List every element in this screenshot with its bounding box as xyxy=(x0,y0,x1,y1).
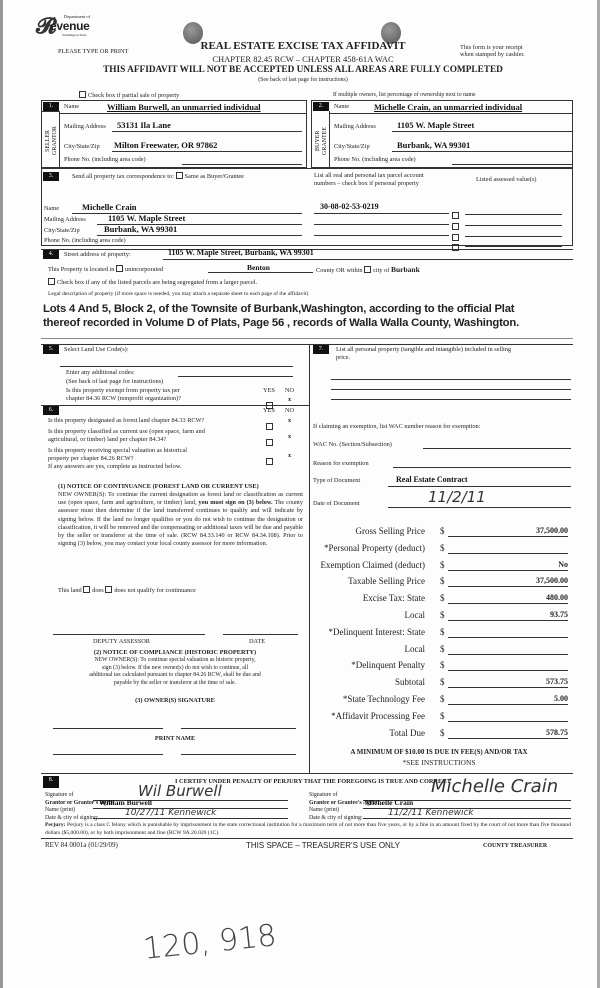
parcel-number: 30-08-02-53-0219 xyxy=(320,202,379,211)
form-title: REAL ESTATE EXCISE TAX AFFIDAVIT xyxy=(200,40,406,52)
affidavit-page: 𝓡 Department of evenue Washington State PLEASE TYPE OR PRINT REAL ESTATE EXCISE TAX AFFIDAVIT CHAPTER 82.45 RCW – CHAPTER 458-61A WAC This form is your receipt when stamped by cashier. THIS AFFIDAVIT WILL NOT BE ACCEPTED UNLESS ALL AREAS ARE FULLY COMPLETED (See back of last page for instructions) Check box if partial sale of property If multiple owners, list percentage of ownership next to name 1. SELLER GRANTOR Name William Burwell, an unmarried individual Mailing Address 53131 Ila Lane City/State/Zip Milton Freewater, OR 97862 Phone No. (including area code) 2. BUYER GRANTEE Name Michelle Crain, an unmarried individual Mailing Address 1105 W. Maple Street City/State/Zip Burbank, WA 99301 Phone No. (including area code) 3. Send all property tax correspondence to: Same as Buyer/Grantee List all real and personal tax parcel account numbers – check box if personal property Listed assessed value(s) Name Michelle Crain Mailing Address 1105 W. Maple Street City/State/Zip Burbank, WA 99301 Phone No. (including area code) 30-08-02-53-0219 4. Street address of property: 1105 W. Maple Street, Burbank, WA 99301 This Property is located in unincorporated Benton County OR within city of Burbank Check box if any of the listed parcels are being segregated from a larger parcel. Legal description of property (if more space is needed, you may attach a separate sheet to each page of the affidavit) Lots 4 And 5, Block 2, of the Townsite of Burbank,Washington, according to the official Plat thereof recorded in Volume D of Plats, Page 56 , records of Walla Walla County, Washington. 5. Select Land Use Code(s): Enter any additional codes: (See back of last page for instructions) Is this property exempt from property tax per chapter 84.36 RCW (nonprofit organization)? YES NO x 6. YES NO Is this property designated as forest land chapter 84.33 RCW? x Is this property classified as current use (open space, farm and agricultural, or timber) land per chapter 84.34? x Is this property receiving special valuation as historical property per chapter 84.26 RCW? If any answers are yes, complete as instructed below. x (1) NOTICE OF CONTINUANCE (FOREST LAND OR CURRENT USE) NEW OWNER(S): To continue the current designation as forest land or classification as current use (open space, farm and agriculture, or timber) land, you must sign on (3) below. The county assessor must then determine if the land transferred continues to qualify and will indicate by signing below. If the land no longer qualifies or you do not wish to continue the designation or classification, it will be removed and the compensating or additional taxes will be due and payable by the seller or transferor at the time of sale. (RCW 84.33.140 or RCW 84.34.108). Prior to signing (3) below, you may contact your local county assessor for more information. This land does does not qualify for continuance DEPUTY ASSESSOR DATE (2) NOTICE OF COMPLIANCE (HISTORIC PROPERTY) NEW OWNER(S): To continue special valuation as historic property, sign (3) below. If the new owner(s) do not wish to continue, all additional tax calculated pursuant to chapter 84.26 RCW, shall be due and payable by the seller or transferor at the time of sale. (3) OWNER(S) SIGNATURE PRINT NAME 7. List all personal property (tangible and intangible) included in selling price. If claiming an exemption, list WAC number reason for exemption: WAC No. (Section/Subsection) Reason for exemption Type of Document Real Estate Contract Date of Document 11/2/11 Gross Selling Price $ 37,500.00 *Personal Property (deduct) $ Exemption Claimed (deduct) $ No Taxable Selling Price $ 37,500.00 Excise Tax: State $ 480.00 Local $ 93.75 *Delinquent Interest: State $ Local $ *Delinquent Penalty $ Subtotal $ 573.75 *State Technology Fee $ 5.00 *Affidavit Processing Fee $ Total Due $ 578.75 A MINIMUM OF $10.00 IS DUE IN FEE(S) AND/OR TAX *SEE INSTRUCTIONS 8. I CERTIFY UNDER PENALTY OF PERJURY THAT THE FOREGOING IS TRUE AND CORRECT Signature of Grantor or Grantor's Agent Name (print) Date & city of signing: Wil Burwell William Burwell 10/27/11 Kennewick Signature of Grantee or Grantee's Agent Name (print) Date & city of signing: Michelle Crain Michelle Crain 11/2/11 Kennewick Perjury: Perjury is a class C felony which is punishable by imprisonment in the state correctional institution for a maximum term of not more than five years, or by a fine in an amount fixed by the court of not more than five thousand dollars ($5,000.00), or by both imprisonment and fine (RCW 9A.20.020 (1C). REV 84 0001a (01/29/09) THIS SPACE – TREASURER'S USE ONLY COUNTY TREASURER 120, 918 xyxy=(0,0,600,988)
tax-correspondence-section: 3. Send all property tax correspondence to: Same as Buyer/Grantee List all real and personal tax parcel account numbers – check box if personal property Listed assessed value(s) Name Michelle Crain Mailing Address 1105 W. Maple Street City/State/Zip Burbank, WA 99301 Phone No. (including area code) 30-08-02-53-0219 xyxy=(41,168,573,246)
currency-symbol: $ xyxy=(440,593,445,604)
financial-row-label: *Personal Property (deduct) xyxy=(324,542,425,553)
currency-symbol: $ xyxy=(440,610,445,620)
financial-row-value: 578.75 xyxy=(448,728,568,739)
grantor-signature[interactable]: Wil Burwell xyxy=(138,782,222,800)
financial-row-value: 37,500.00 xyxy=(448,526,568,537)
financial-row-label: *Delinquent Penalty xyxy=(351,660,425,671)
financial-row-value: 37,500.00 xyxy=(448,576,568,587)
grantor-date-city: 10/27/11 Kennewick xyxy=(125,808,217,818)
historic-notice: NEW OWNER(S): To continue special valuation as historic property, sign (3) below. If the new owner(s) do not wish to continue, all additional tax calculated pursuant to chapter 84.26 RCW, shall be due and payable by the seller or transferor at the time of sale. xyxy=(89,657,261,686)
forest-land-yes-checkbox[interactable] xyxy=(266,423,273,430)
currency-symbol: $ xyxy=(440,727,445,738)
please-type-note: PLEASE TYPE OR PRINT xyxy=(58,48,129,55)
financial-row-label: Local xyxy=(404,610,425,620)
financial-row-label: Excise Tax: State xyxy=(362,593,425,604)
currency-symbol: $ xyxy=(440,626,445,637)
buyer-name: Michelle Crain, an unmarried individual xyxy=(374,102,523,112)
financial-row-label: *State Technology Fee xyxy=(342,694,425,704)
seller-city: Milton Freewater, OR 97862 xyxy=(114,140,218,150)
financial-row-label: *Affidavit Processing Fee xyxy=(331,710,425,721)
financial-row-value: No xyxy=(448,560,568,571)
perjury-notice: Perjury: Perjury is a class C felony which is punishable by imprisonment in the state correctional institution for a maximum term of not more than five years, or by a fine in an amount fixed by the court of not more than five thousand dollars ($5,000.00), or by both imprisonment and fine (RCW 9A.20.020 (1C). xyxy=(45,822,571,836)
city-checkbox[interactable] xyxy=(364,266,371,273)
minimum-due-note: A MINIMUM OF $10.00 IS DUE IN FEE(S) AND/OR TAX xyxy=(350,748,528,756)
document-date: 11/2/11 xyxy=(428,488,486,506)
currency-symbol: $ xyxy=(440,559,445,570)
handwritten-number: 120, 918 xyxy=(141,918,279,967)
current-use-yes-checkbox[interactable] xyxy=(266,439,273,446)
same-as-buyer-checkbox[interactable] xyxy=(176,172,183,179)
financial-row-value xyxy=(448,627,568,638)
grantee-print-name: Michelle Crain xyxy=(365,798,414,807)
seller-name: William Burwell, an unmarried individual xyxy=(107,102,261,112)
correspondence-city: Burbank, WA 99301 xyxy=(104,224,178,234)
financial-row-value xyxy=(448,711,568,722)
financial-row-value xyxy=(448,644,568,655)
partial-sale-checkbox[interactable]: Check box if partial sale of property xyxy=(79,91,179,99)
historic-yes-checkbox[interactable] xyxy=(266,458,273,465)
property-street-address: 1105 W. Maple Street, Burbank, WA 99301 xyxy=(168,248,314,257)
buyer-city: Burbank, WA 99301 xyxy=(397,140,471,150)
currency-symbol: $ xyxy=(440,526,445,536)
currency-symbol: $ xyxy=(440,542,445,553)
receipt-note: This form is your receipt when stamped by cashier. xyxy=(460,44,525,58)
grantor-print-name: William Burwell xyxy=(99,798,152,807)
does-not-qualify-checkbox[interactable] xyxy=(105,586,112,593)
legal-description: Lots 4 And 5, Block 2, of the Townsite of Burbank,Washington, according to the official Plat thereof recorded in Volume D of Plats, Page 56 , records of Walla Walla County, Washington. xyxy=(43,303,520,329)
financial-row-value xyxy=(448,543,568,554)
does-qualify-checkbox[interactable] xyxy=(83,586,90,593)
correspondence-name: Michelle Crain xyxy=(82,202,137,212)
seller-section: 1. SELLER GRANTOR Name William Burwell, an unmarried individual Mailing Address 53131 Ila Lane City/State/Zip Milton Freewater, OR 97862 Phone No. (including area code) xyxy=(41,100,307,168)
form-revision: REV 84 0001a (01/29/09) xyxy=(45,841,118,849)
financial-row-value: 480.00 xyxy=(448,593,568,604)
certify-statement: I CERTIFY UNDER PENALTY OF PERJURY THAT THE FOREGOING IS TRUE AND CORRECT xyxy=(175,778,451,785)
currency-symbol: $ xyxy=(440,576,445,587)
correspondence-address: 1105 W. Maple Street xyxy=(108,213,186,223)
financial-row-label: Subtotal xyxy=(394,677,425,688)
grantee-date-city: 11/2/11 Kennewick xyxy=(388,808,474,818)
buyer-section: 2. BUYER GRANTEE Name Michelle Crain, an unmarried individual Mailing Address 1105 W. Maple Street City/State/Zip Burbank, WA 99301 Phone No. (including area code) xyxy=(311,100,573,168)
financial-row-label: *Delinquent Interest: State xyxy=(328,626,425,637)
financial-row-value xyxy=(448,660,568,671)
grantee-signature[interactable]: Michelle Crain xyxy=(431,776,559,797)
financial-row-value: 93.75 xyxy=(448,610,568,621)
financial-row-label: Exemption Claimed (deduct) xyxy=(320,559,425,570)
unincorporated-checkbox[interactable] xyxy=(116,265,123,272)
buyer-mailing-address: 1105 W. Maple Street xyxy=(397,120,475,130)
county-name: Benton xyxy=(247,263,270,272)
document-type: Real Estate Contract xyxy=(396,475,468,484)
segregated-checkbox[interactable]: Check box if any of the listed parcels are being segregated from a larger parcel. xyxy=(48,278,257,286)
currency-symbol: $ xyxy=(440,660,445,671)
nonprofit-no-mark: x xyxy=(288,396,292,403)
financial-row-label: Gross Selling Price xyxy=(355,526,425,536)
seller-mailing-address: 53131 Ila Lane xyxy=(117,120,171,130)
currency-symbol: $ xyxy=(440,694,445,704)
currency-symbol: $ xyxy=(440,677,445,688)
continuance-notice: NEW OWNER(S): To continue the current designation as forest land or classification as current use (open space, farm and agriculture, or timber) land, you must sign on (3) below. The county assessor must then determine if the land transferred continues to qualify and will indicate by signing below. If the land no longer qualifies or you do not wish to continue the designation or classification, it will be removed and the compensating or additional taxes will be due and payable by the seller or transferor at the time of sale. (RCW 84.33.140 or RCW 84.34.108). Prior to signing (3) below, you may contact your local county assessor for more information. xyxy=(58,491,303,548)
financial-row-label: Taxable Selling Price xyxy=(348,576,425,587)
property-location: This Property is located in unincorporated xyxy=(48,266,164,273)
financial-row-label: Local xyxy=(404,643,425,654)
financial-row-label: Total Due xyxy=(389,727,425,738)
financial-row-value: 573.75 xyxy=(448,677,568,688)
currency-symbol: $ xyxy=(440,710,445,721)
financial-row-value: 5.00 xyxy=(448,694,568,705)
currency-symbol: $ xyxy=(440,643,445,654)
warning-text: THIS AFFIDAVIT WILL NOT BE ACCEPTED UNLESS ALL AREAS ARE FULLY COMPLETED xyxy=(103,65,503,75)
